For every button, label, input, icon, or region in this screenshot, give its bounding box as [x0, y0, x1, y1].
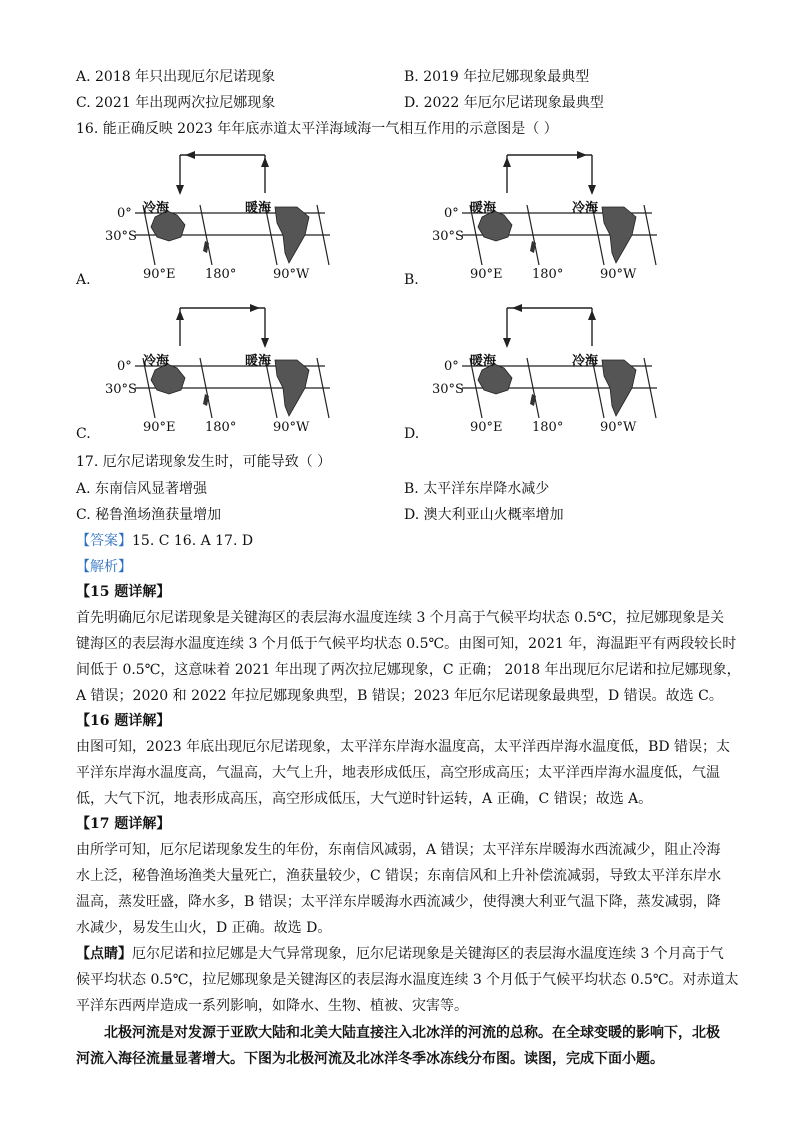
sea-label-right: 暖海 [245, 201, 272, 216]
answer-line [76, 530, 253, 550]
new-zealand-shape [530, 241, 536, 253]
tip-tag: 【点睛】 [76, 946, 132, 962]
d17-line: 温高，蒸发旺盛，降水多，B 错误；太平洋东岸暖海水西流减少，使得澳大利亚气温下降，蒸发减弱，降 [76, 894, 721, 910]
lon-180-label: 180° [205, 420, 237, 435]
q15-option-c: C. 2021 年出现两次拉尼娜现象 [76, 95, 276, 111]
tip-line: 平洋东西两岸造成一系列影响，如降水、生物、植被、灾害等。 [76, 998, 468, 1014]
lon-90w-label: 90°W [600, 420, 637, 435]
equator-label: 0° [117, 206, 132, 221]
answer-text: 15. C 16. A 17. D [132, 533, 254, 549]
d17-line: 水上泛，秘鲁渔场渔类大量死亡，渔获量较少，C 错误；东南信风和上升补偿流减弱，导致太平洋东岸水 [76, 868, 722, 884]
new-zealand-shape [203, 394, 209, 406]
d15-line: 键海区的表层海水温度连续 3 个月低于气候平均状态 0.5℃。由图可知，2021 年，海温距平有两段较长时 [76, 636, 737, 652]
circulation-arrows [507, 155, 592, 193]
analysis-tag: 【解析】 [76, 559, 132, 575]
d17-line: 由所学可知，厄尔尼诺现象发生的年份，东南信风减弱，A 错误；太平洋东岸暖海水西流减少，阻止冷海 [76, 842, 721, 858]
diagram-a[interactable] [105, 145, 345, 290]
q17-option-b: B. 太平洋东岸降水减少 [404, 481, 550, 497]
d16-line: 由图可知，2023 年底出现厄尔尼诺现象，太平洋东岸海水温度高，太平洋西岸海水温度低，BD 错误；太 [76, 739, 731, 755]
d16-line: 平洋东岸海水温度高，气温高，大气上升，地表形成低压，高空形成高压；太平洋西岸海水温度低，气温 [76, 765, 720, 781]
next-intro-line: 河流入海径流量显著增大。下图为北极河流及北冰洋冬季冰冻线分布图。读图，完成下面小题。 [76, 1051, 664, 1067]
sea-label-left: 暖海 [470, 354, 497, 369]
q17-option-d: D. 澳大利亚山火概率增加 [404, 507, 564, 523]
q16-label-c: C. [76, 426, 91, 442]
equator-label: 0° [444, 206, 459, 221]
q15-option-d: D. 2022 年厄尔尼诺现象最典型 [404, 95, 604, 111]
d17-title: 【17 题详解】 [76, 816, 171, 832]
q15-option-a: A. 2018 年只出现厄尔尼诺现象 [76, 69, 276, 85]
lon-90e-label: 90°E [143, 420, 176, 435]
equator-label: 0° [444, 359, 459, 374]
q16-stem: 16. 能正确反映 2023 年年底赤道太平洋海域海一气相互作用的示意图是（ ） [76, 121, 558, 137]
lon-180-label: 180° [205, 267, 237, 282]
lon-180-label: 180° [532, 420, 564, 435]
q17-stem: 17. 厄尔尼诺现象发生时，可能导致（ ） [76, 454, 332, 470]
lon-90e-label: 90°E [143, 267, 176, 282]
diagram-b[interactable] [432, 145, 672, 290]
lat-30s-label: 30°S [105, 229, 137, 244]
equator-label: 0° [117, 359, 132, 374]
d15-line: 间低于 0.5℃，这意味着 2021 年出现了两次拉尼娜现象，C 正确； 2018 年出现厄尔尼诺和拉尼娜现象， [76, 662, 741, 678]
d15-title: 【15 题详解】 [76, 584, 171, 600]
answer-tag: 【答案】 [76, 533, 132, 549]
new-zealand-shape [530, 394, 536, 406]
tip-line [76, 943, 724, 963]
lon-180-label: 180° [532, 267, 564, 282]
diagram-d[interactable] [432, 298, 672, 443]
lon-90e-label: 90°E [470, 267, 503, 282]
sea-label-right: 暖海 [245, 354, 272, 369]
sea-label-right: 冷海 [572, 201, 599, 216]
lon-90w-label: 90°W [273, 267, 310, 282]
circulation-arrows [180, 155, 265, 193]
tip-line: 候平均状态 0.5℃，拉尼娜现象是关键海区的表层海水温度连续 3 个月低于气候平均状态 0.5℃。对赤道太 [76, 972, 739, 988]
q16-label-b: B. [404, 272, 419, 288]
d15-line: 首先明确厄尔尼诺现象是关键海区的表层海水温度连续 3 个月高于气候平均状态 0.5℃，拉尼娜现象是关 [76, 610, 725, 626]
q16-label-a: A. [76, 272, 91, 288]
sea-label-left: 冷海 [143, 354, 170, 369]
q17-option-a: A. 东南信风显著增强 [76, 481, 208, 497]
d15-line: A 错误；2020 和 2022 年拉尼娜现象典型，B 错误；2023 年厄尔尼诺现象最典型，D 错误。故选 C。 [76, 688, 723, 704]
lat-30s-label: 30°S [432, 229, 464, 244]
d16-title: 【16 题详解】 [76, 713, 171, 729]
d16-line: 低，大气下沉，地表形成高压，高空形成低压，大气逆时针运转，A 正确，C 错误；故选 A。 [76, 791, 653, 807]
tip-text: 厄尔尼诺和拉尼娜是大气异常现象，厄尔尼诺现象是关键海区的表层海水温度连续 3 个月高于气 [132, 946, 724, 962]
d17-line: 水减少，易发生山火，D 正确。故选 D。 [76, 920, 332, 936]
lon-90w-label: 90°W [600, 267, 637, 282]
lat-30s-label: 30°S [105, 382, 137, 397]
sea-label-right: 冷海 [572, 354, 599, 369]
circulation-arrows [507, 308, 592, 346]
next-intro-line: 北极河流是对发源于亚欧大陆和北美大陆直接注入北冰洋的河流的总称。在全球变暖的影响下，北极 [104, 1025, 720, 1041]
lon-90e-label: 90°E [470, 420, 503, 435]
circulation-arrows [180, 308, 265, 346]
lon-90w-label: 90°W [273, 420, 310, 435]
q16-label-d: D. [404, 426, 420, 442]
sea-label-left: 暖海 [470, 201, 497, 216]
lat-30s-label: 30°S [432, 382, 464, 397]
new-zealand-shape [203, 241, 209, 253]
sea-label-left: 冷海 [143, 201, 170, 216]
diagram-c[interactable] [105, 298, 345, 443]
q17-option-c: C. 秘鲁渔场渔获量增加 [76, 507, 222, 523]
q15-option-b: B. 2019 年拉尼娜现象最典型 [404, 69, 590, 85]
